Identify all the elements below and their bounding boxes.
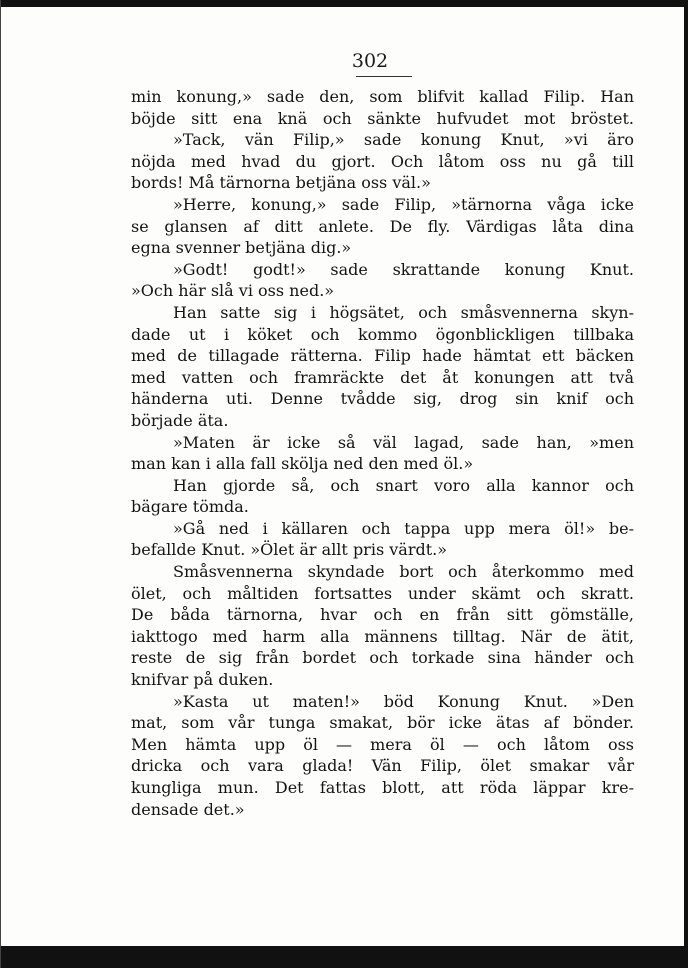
text-line: dade ut i köket och kommo ögonblickligen tillbaka: [131, 324, 634, 344]
text-line: med de tillagade rätterna. Filip hade hämtat ett bäcken: [131, 346, 634, 366]
text-line: »Maten är icke så väl lagad, sade han, »men: [173, 432, 634, 452]
body-text: [131, 86, 634, 820]
text-line: »Herre, konung,» sade Filip, »tärnorna våga icke: [173, 194, 634, 214]
text-line: iakttogo med harm alla männens tilltag. När de ätit,: [131, 626, 634, 646]
text-line: ölet, och måltiden fortsattes under skämt och skratt.: [131, 583, 634, 603]
text-line: händerna uti. Denne tvådde sig, drog sin knif och: [131, 389, 634, 409]
text-line: »Kasta ut maten!» böd Konung Knut. »Den: [173, 691, 634, 711]
text-line: densade det.»: [131, 799, 245, 819]
text-line: kungliga mun. Det fattas blott, att röda läppar kre-: [131, 778, 634, 797]
text-line: med vatten och framräckte det åt konungen att två: [131, 367, 634, 387]
text-line: min konung,» sade den, som blifvit kallad Filip. Han: [131, 87, 634, 106]
text-line: bägare tömda.: [131, 497, 249, 517]
text-line: »Gå ned i källaren och tappa upp mera öl!» be-: [173, 518, 634, 538]
text-line: »Godt! godt!» sade skrattande konung Knut.: [173, 259, 634, 279]
text-line: knifvar på duken.: [131, 670, 274, 690]
scan-border-bottom: [0, 946, 688, 968]
text-line: reste de sig från bordet och torkade sina händer och: [131, 648, 634, 668]
text-line: dricka och vara glada! Vän Filip, ölet smakar vår: [131, 756, 634, 776]
scan-border-right: [684, 0, 688, 968]
text-line: Men hämta upp öl — mera öl — och låtom oss: [131, 734, 634, 754]
text-line: bords! Må tärnorna betjäna oss väl.»: [131, 173, 431, 193]
text-line: »Tack, vän Filip,» sade konung Knut, »vi äro: [173, 130, 634, 150]
text-line: började äta.: [131, 410, 229, 430]
text-line: Han gjorde så, och snart voro alla kannor och: [173, 475, 634, 495]
text-line: De båda tärnorna, hvar och en från sitt gömställe,: [131, 605, 634, 625]
text-line: böjde sitt ena knä och sänkte hufvudet mot bröstet.: [131, 108, 634, 128]
scan-border-top: [0, 0, 688, 7]
page-number: 302: [351, 50, 389, 72]
text-line: »Och här slå vi oss ned.»: [131, 281, 335, 301]
scan-border-left: [0, 0, 1, 968]
text-line: Småsvennerna skyndade bort och återkommo med: [173, 562, 634, 582]
text-line: nöjda med hvad du gjort. Och låtom oss nu gå till: [131, 151, 634, 171]
text-line: se glansen af ditt anlete. De fly. Värdigas låta dina: [131, 216, 634, 236]
page-number-underline: [356, 76, 412, 77]
text-line: befallde Knut. »Ölet är allt pris värdt.»: [131, 540, 448, 560]
text-line: Han satte sig i högsätet, och småsvennerna skyn-: [173, 302, 634, 322]
text-line: mat, som vår tunga smakat, bör icke ätas af bönder.: [131, 713, 634, 733]
text-line: man kan i alla fall skölja ned den med öl.»: [131, 454, 474, 474]
text-line: egna svenner betjäna dig.»: [131, 238, 352, 258]
